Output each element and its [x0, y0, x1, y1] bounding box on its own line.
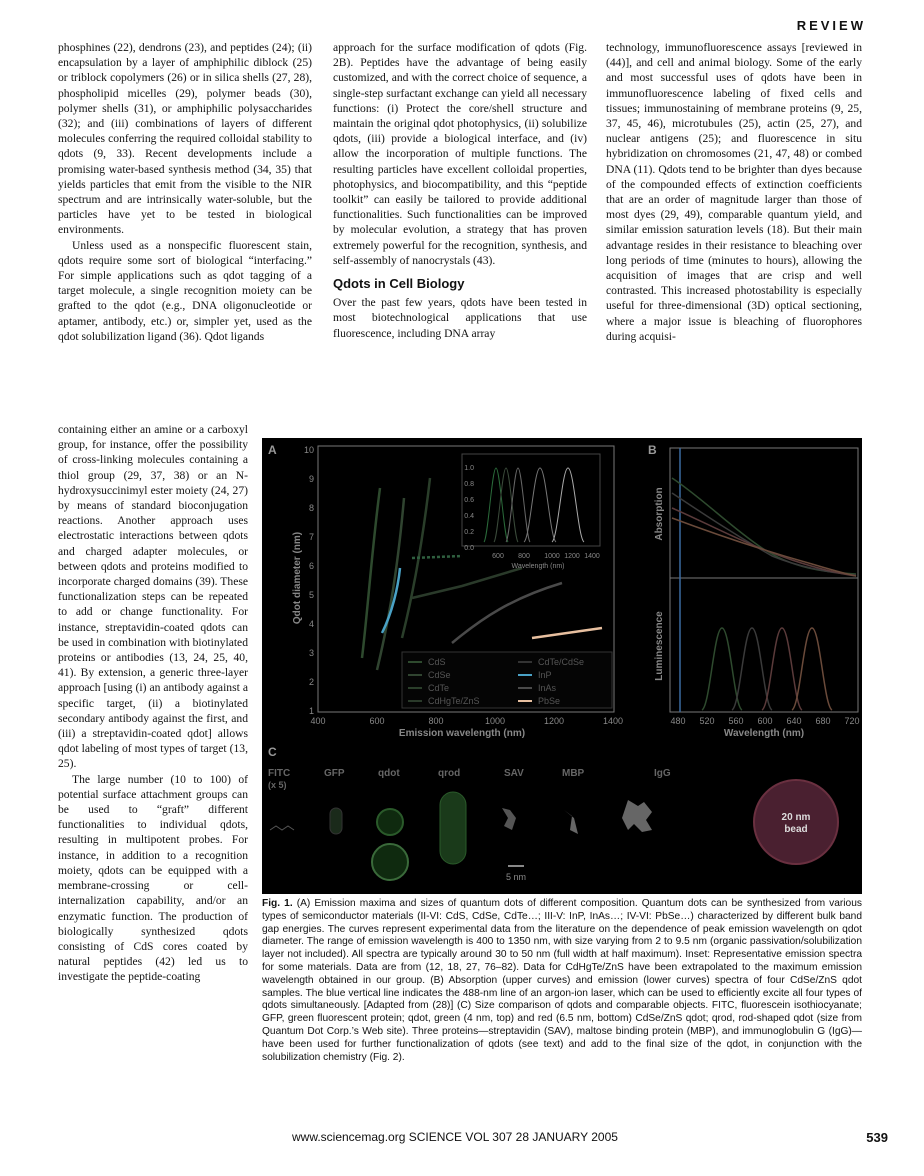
- svg-text:CdHgTe/ZnS: CdHgTe/ZnS: [428, 696, 480, 706]
- panel-a-label: A: [268, 443, 277, 457]
- panel-a-inset: [462, 454, 600, 546]
- scale-label: 5 nm: [505, 872, 527, 882]
- svg-text:480: 480: [670, 716, 686, 726]
- svg-text:MBP: MBP: [562, 768, 585, 779]
- svg-text:qdot: qdot: [378, 768, 400, 779]
- inset-xticks: [492, 553, 600, 560]
- svg-text:1.0: 1.0: [464, 465, 474, 472]
- column-1: [58, 40, 312, 344]
- emission-curves: [702, 628, 832, 710]
- svg-text:qrod: qrod: [438, 768, 461, 779]
- section-heading: Qdots in Cell Biology: [333, 276, 465, 292]
- svg-text:680: 680: [815, 716, 831, 726]
- svg-text:CdS: CdS: [428, 657, 446, 667]
- footer-text: www.sciencemag.org SCIENCE VOL 307 28 JANUARY 2005: [292, 1130, 618, 1144]
- panel-b-label: B: [648, 443, 657, 457]
- panel-b-ylabel-top: Absorption: [654, 487, 665, 541]
- svg-text:2: 2: [308, 677, 314, 687]
- panel-c-objects: [270, 780, 838, 880]
- svg-text:1400: 1400: [602, 716, 624, 726]
- svg-text:6: 6: [308, 561, 314, 571]
- svg-text:5: 5: [308, 590, 314, 600]
- figure-1: [262, 438, 862, 894]
- caption-text: (A) Emission maxima and sizes of quantum dots of different composition. Quantum dots can be synthesized from various types of semiconductor materials (II-VI: CdS, CdSe, CdTe…; III-V: InP, InAs…; IV-VI: PbSe…) characterized by different bulk band gap energies. The curves represent experimental data from the literature on the dependence of peak emission wavelength on qdot diameter. The range of emission wavelength is 400 to 1350 nm, with size varying from 2 to 9.5 nm (organic passivation/solubilization layer not included). All spectra are typically around 30 to 50 nm (full width at half maximum). Inset: Representative emission spectra for some materials. Data are from (12, 18, 27, 76–82). Data for CdHgTe/ZnS have been extrapolated to the maximum emission wavelength obtained in our group. (B) Absorption (upper curves) and emission (lower curves) spectra of four CdSe/ZnS qdot samples. The blue vertical line indicates the 488-nm line of an argon-ion laser, which can be used to efficiently excite all four types of qdots simultaneously. [Adapted from (28)] (C) Size comparison of qdots and comparable objects. FITC, fluorescein isothiocyanate; GFP, green fluorescent protein; qdot, green (4 nm, top) and red (6.5 nm, bottom) CdSe/ZnS qdot; qrod, rod-shaped qdot (size from Quantum Dot Corp.’s Web site). Three proteins—streptavidin (SAV), maltose binding protein (MBP), and immunoglobulin G (IgG)—have been used for further functionalization of qdots (see text) and add to the final size of the qdot, in conjunction with the solubilization chemistry (Fig. 2).: [262, 898, 862, 1063]
- svg-text:0.8: 0.8: [464, 481, 474, 488]
- svg-text:9: 9: [308, 474, 314, 484]
- svg-text:FITC: FITC: [268, 768, 291, 779]
- panel-c-label: C: [268, 745, 277, 759]
- svg-text:4: 4: [308, 619, 314, 629]
- bead-label: 20 nm: [781, 812, 811, 823]
- col3-paragraph-1: technology, immunofluorescence assays [reviewed in (44)], and cell and animal biology. Some of the early and most successful uses of qdots have been in immunofluorescence labeling of fixed cells and tissues; immunostaining of membrane proteins (9, 25, 37, 45, 46), microtubules (25), actin (25, 27), and nuclear antigens (25); and fluorescence in situ hybridization on chromosomes (21, 47, 48) or combed DNA (11). Qdots tend to be brighter than dyes because of the compounded effects of extinction coefficients that are an order of magnitude larger than those of most dyes (29, 49), comparable quantum yield, and similar emission saturation levels (18). But their main advantage resides in their resistance to bleaching over long periods of time (minutes to hours), allowing the acquisition of images that are crisp and well contrasted. This increased photostability is especially useful for three-dimensional (3D) optical sectioning, where a major issue is bleaching of fluorophores during acquisi-: [606, 41, 862, 343]
- svg-text:0.2: 0.2: [464, 529, 474, 536]
- column-1-narrow: [58, 422, 248, 985]
- col2-paragraph-2: Over the past few years, qdots have been tested in most biotechnological applications that use fluorescence, including DNA array: [333, 296, 587, 340]
- panel-a-xlabel: Emission wavelength (nm): [398, 728, 526, 739]
- svg-text:CdTe/CdSe: CdTe/CdSe: [538, 657, 585, 667]
- col1-paragraph-3: The large number (10 to 100) of potential surface attachment groups can be used to “graft” different functionalities to individual qdots, resulting in multipotent probes. For instance, in addition to a recognition moiety, qdots can be equipped with a membrane-crossing or cell-internalization capability, and/or an enzymatic function. The production of biologically synthesized qdots consisting of CdS cores coated by natural peptides (42) led us to investigate the peptide-coating: [58, 772, 248, 984]
- svg-text:InP: InP: [538, 670, 552, 680]
- svg-text:560: 560: [728, 716, 744, 726]
- column-2: [333, 40, 587, 341]
- svg-text:600: 600: [492, 553, 504, 560]
- col1-paragraph-2: Unless used as a nonspecific fluorescent stain, qdots require some sort of biological “interfacing.” For simple applications such as qdot tagging of a target molecule, a single recognition moiety can be grafted to the qdot (e.g., DNA oligonucleotide or aptamer, antibody, etc.) or, simpler yet, used as the qdot solubilization ligand (36). Qdot ligands: [58, 238, 312, 343]
- svg-text:10: 10: [303, 445, 314, 455]
- panel-a-xticks: [310, 716, 623, 726]
- svg-text:0.0: 0.0: [464, 545, 474, 552]
- svg-text:SAV: SAV: [504, 768, 524, 779]
- panel-b-abs-frame: [670, 448, 858, 578]
- panel-a-yticks: [304, 445, 314, 716]
- bead-label-2: bead: [784, 824, 808, 835]
- svg-text:3: 3: [308, 648, 314, 658]
- column-3: [606, 40, 862, 344]
- figure-caption: [262, 898, 862, 1064]
- svg-text:520: 520: [699, 716, 715, 726]
- panel-b-xticks: [670, 716, 859, 726]
- svg-text:1400: 1400: [584, 553, 600, 560]
- caption-lead: Fig. 1.: [262, 898, 293, 909]
- svg-text:800: 800: [518, 553, 530, 560]
- fitc-note: (x 5): [268, 780, 287, 790]
- svg-text:InAs: InAs: [538, 683, 557, 693]
- svg-text:600: 600: [369, 716, 385, 726]
- panel-a-ylabel: Qdot diameter (nm): [292, 531, 303, 625]
- svg-text:0.4: 0.4: [464, 513, 474, 520]
- svg-text:1000: 1000: [484, 716, 506, 726]
- absorption-curves: [672, 478, 856, 576]
- svg-text:IgG: IgG: [654, 768, 671, 779]
- svg-text:CdSe: CdSe: [428, 670, 451, 680]
- figure-1-graphic: [262, 438, 862, 894]
- svg-text:1000: 1000: [544, 553, 560, 560]
- col2-paragraph-1: approach for the surface modification of qdots (Fig. 2B). Peptides have the advantage of being easily customized, and with the correct choice of sequence, a single-step surfactant exchange can yield all necessary functions: (i) Protect the core/shell structure and maintain the original qdot photophysics, (ii) solubilize qdots, (iii) provide a biological interface, and (iv) allow the incorporation of multiple functions. The resulting particles have excellent colloidal properties, photophysics, and biocompatibility, and this “peptide toolkit” can easily be tailored to provide additional functionalities. Such functionalities can be improved by molecular evolution, a strategy that has proven extremely powerful for the recognition, synthesis, and self-assembly of nanocrystals (43).: [333, 41, 587, 267]
- page-number: 539: [866, 1130, 888, 1145]
- panel-c-item-labels: [268, 768, 671, 779]
- svg-text:0.6: 0.6: [464, 497, 474, 504]
- svg-text:400: 400: [310, 716, 326, 726]
- svg-text:7: 7: [308, 532, 314, 542]
- svg-text:PbSe: PbSe: [538, 696, 561, 706]
- panel-b-lum-frame: [670, 578, 858, 712]
- svg-text:GFP: GFP: [324, 768, 345, 779]
- panel-b-xlabel: Wavelength (nm): [723, 728, 805, 739]
- svg-text:720: 720: [844, 716, 860, 726]
- panel-b-ylabel-bottom: Luminescence: [654, 611, 665, 681]
- section-header: REVIEW: [796, 18, 866, 33]
- svg-text:1200: 1200: [564, 553, 580, 560]
- col1-paragraph-1: phosphines (22), dendrons (23), and peptides (24); (ii) encapsulation by a layer of amphiphilic diblock (25) or triblock copolymers (26) or in silica shells (27, 28), phospholipid micelles (29), polymer beads (30), polymer shells (31), or amphiphilic polysaccharides (32); and (iii) combinations of layers of different molecules conferring the required colloidal stability to qdots (9, 33). Recent developments include a promising water-based synthesis method (34, 35) that yields particles that emit from the visible to the NIR spectrum and are intrinsically water-soluble, but the particles have yet to be tested in biological environments.: [58, 41, 312, 237]
- svg-text:1200: 1200: [543, 716, 565, 726]
- col1-paragraph-2-cont: containing either an amine or a carboxyl group, for instance, offer the possibility of cross-linking molecules containing a thiol group (29, 37, 38) or an N-hydroxysuccinimyl ester moiety (24, 27) by means of standard bioconjugation reactions. Another approach uses electrostatic interactions between qdots and charged adapter molecules, or between qdots and proteins modified to incorporate charged domains (39). These functionalization steps can be repeated to add or change functionality. For instance, streptavidin-coated qdots can be used in combination with biotinylated proteins or antibodies (13, 24, 25, 40, 41). By extension, a generic three-layer approach [using (i) an antibody against a specific target, (ii) a biotinylated secondary antibody against the first, and (iii) a streptavidin-coated qdot] allows qdot labeling of most types of target (13, 25).: [58, 423, 248, 771]
- svg-text:CdTe: CdTe: [428, 683, 450, 693]
- svg-text:800: 800: [428, 716, 444, 726]
- svg-text:1: 1: [308, 706, 314, 716]
- svg-text:600: 600: [757, 716, 773, 726]
- svg-text:640: 640: [786, 716, 802, 726]
- svg-text:8: 8: [308, 503, 314, 513]
- inset-xlabel: Wavelength (nm): [511, 563, 565, 570]
